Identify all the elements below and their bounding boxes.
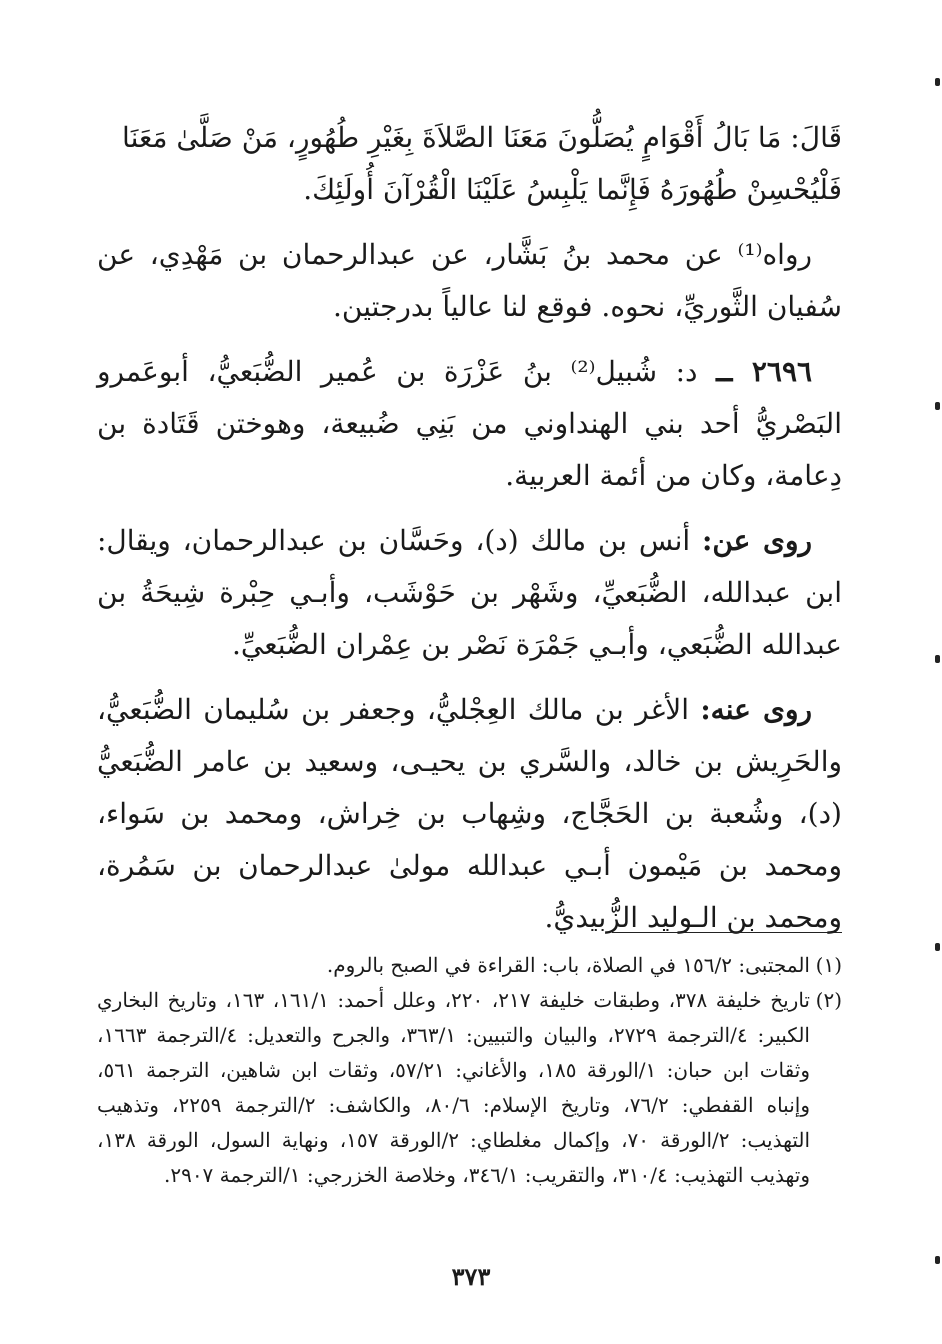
footnote-2 [97,983,842,1193]
entry-number: ٢٦٩٦ ــ [716,355,813,388]
footnotes-block [97,948,842,1193]
margin-mark [935,1256,940,1264]
margin-mark [935,943,940,951]
narrated-by-label: روى عنه: [700,693,812,726]
page-number: ٣٧٣ [451,1262,491,1291]
narrated-from-label: روى عن: [702,524,812,557]
narrated-from-paragraph [97,515,842,671]
entry-text: د: شُبيل⁽²⁾ بنُ عَزْرَة بن عُمير الضُّبَعيُّ، أبوعَمرو البَصْريُّ أحد بني الهنداوني من بَنِي ضُبيعة، وهوختن قَتَادة بن دِعامة، وكان من أئمة العربية. [97,355,842,492]
hadith-text [97,112,842,216]
main-text-block [97,112,842,957]
narrated-by-paragraph [97,684,842,944]
narrated-from-text: أنس بن مالك (د)، وحَسَّان بن عبدالرحمان، ويقال: ابن عبدالله، الضُّبَعيِّ، وشَهْر بن حَوْشَب، وأبـي حِبْرة شِيحَةُ بن عبدالله الضُّبَعي، وأبـي جَمْرَة نَصْر بن عِمْران الضُّبَعيِّ. [97,524,842,661]
footnote-marker: (١) [815,953,842,977]
margin-mark [935,402,940,410]
riwayah-paragraph: رواه⁽¹⁾ عن محمد بنُ بَشَّار، عن عبدالرحمان بن مَهْدِي، عن سُفيان الثَّوريِّ، نحوه. فوقع لنا عالياً بدرجتين. [97,238,842,323]
footnote-marker: (٢) [815,988,842,1012]
biography-entry [97,346,842,502]
margin-mark [935,655,940,663]
footnote-text: تاريخ خليفة ٣٧٨، وطبقات خليفة ٢١٧، ٢٢٠، وعلل أحمد: ١٦١/١، ١٦٣، وتاريخ البخاري الكبير: ٤/الترجمة ٢٧٢٩، والبيان والتبيين: ٣٦٣/١، والجرح والتعديل: ٤/الترجمة ١٦٦٣، وثقات ابن حبان: ١/الورقة ١٨٥، والأغاني: ٥٧/٢١، وثقات ابن شاهين، الترجمة ٥٦١، وإنباه القفطي: ٧٦/٢، وتاريخ الإسلام: ٨٠/٦، والكاشف: ٢/الترجمة ٢٢٥٩، وتذهيب التهذيب: ٢/الورقة ٧٠، وإكمال مغلطاي: ٢/الورقة ١٥٧، ونهاية السول، الورقة ١٣٨، وتهذيب التهذيب: ٣١٠/٤، والتقريب: ٣٤٦/١، وخلاصة الخزرجي: ١/الترجمة ٢٩٠٧. [97,988,811,1187]
footnote-1 [97,948,842,983]
footnote-divider [612,932,842,933]
hadith-line-2: فَلْيُحْسِنْ طُهُورَهُ فَإِنَّما يَلْبِسُ عَلَيْنَا الْقُرْآنَ أُولَئِكَ. [303,173,842,206]
narrated-by-text: الأغر بن مالك العِجْليُّ، وجعفر بن سُليمان الضُّبَعيُّ، والحَرِيش بن خالد، والسَّري بن يحيـى، وسعيد بن عامر الضُّبَعيُّ (د)، وشُعبة بن الحَجَّاج، وشِهاب بن خِراش، ومحمد بن سَواء، ومحمد بن مَيْمون أبـي عبدالله مولىٰ عبدالرحمان بن سَمُرة، ومحمد بن الـوليد الزُّبيديُّ. [97,693,842,934]
margin-mark [935,78,940,86]
footnote-text: المجتبى: ١٥٦/٢ في الصلاة، باب: القراءة في الصبح بالروم. [326,953,810,977]
hadith-line-1: قَالَ: مَا بَالُ أَقْوَامٍ يُصَلُّونَ مَعَنَا الصَّلاَةَ بِغَيْرِ طُهُورٍ، مَنْ صَلَّىٰ مَعَنَا [122,121,842,154]
